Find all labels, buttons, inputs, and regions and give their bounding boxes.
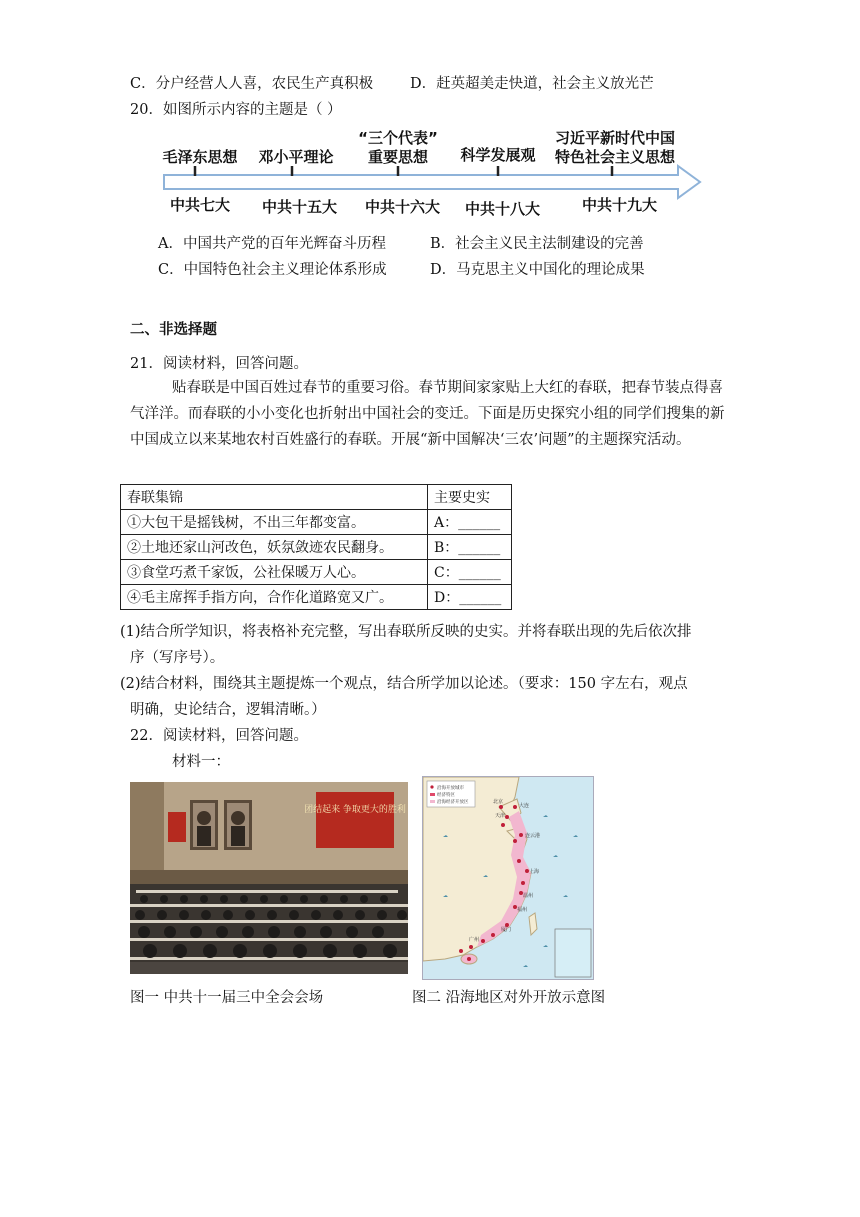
svg-text:厦门: 厦门	[501, 927, 512, 933]
svg-text:温州: 温州	[523, 893, 534, 899]
q20-option-a: A．中国共产党的百年光辉奋斗历程	[158, 236, 386, 252]
q22-material1: 材料一：	[172, 754, 230, 770]
table-cell: ①大包干是摇钱树，不出三年都变富。	[121, 510, 428, 535]
table-cell: ②土地还家山河改色，妖氛敛迹农民翻身。	[121, 535, 428, 560]
q19-option-d: D．赶英超美走快道，社会主义放光芒	[410, 76, 654, 92]
q20-stem: 20．如图所示内容的主题是（ ）	[130, 102, 342, 118]
congress-7: 中共七大	[170, 196, 231, 214]
section-heading: 二、非选择题	[130, 322, 217, 338]
table-cell: ④毛主席挥手指方向，合作化道路宽又广。	[121, 585, 428, 610]
theory-three-represents: “三个代表” 重要思想	[358, 129, 438, 166]
q20-option-d: D．马克思主义中国化的理论成果	[430, 262, 645, 278]
q20-timeline	[150, 126, 710, 222]
table-cell: C：______	[428, 560, 512, 585]
congress-16: 中共十六大	[365, 198, 441, 216]
theory-mao: 毛泽东思想	[162, 148, 238, 166]
coastal-map	[422, 776, 594, 980]
congress-18: 中共十八大	[465, 200, 541, 218]
table-header-row	[121, 485, 512, 510]
q21-sub2-line1: (2)结合材料，围绕其主题提炼一个观点，结合所学加以论述。（要求：150 字左右，观点	[120, 676, 688, 692]
q20-option-c: C．中国特色社会主义理论体系形成	[158, 262, 387, 278]
congress-15: 中共十五大	[262, 198, 338, 216]
svg-text:广州: 广州	[469, 937, 480, 943]
table-header-cell: 主要史实	[428, 485, 512, 510]
q20-option-b: B．社会主义民主法制建设的完善	[430, 236, 644, 252]
q21-stem: 21．阅读材料，回答问题。	[130, 356, 308, 372]
q19-option-c: C．分户经营人人喜，农民生产真积极	[130, 76, 374, 92]
q21-sub1-line1: (1)结合所学知识，将表格补充完整，写出春联所反映的史实。并将春联出现的先后依次排	[120, 624, 692, 640]
q22-stem: 22．阅读材料，回答问题。	[130, 728, 308, 744]
table-cell: B：______	[428, 535, 512, 560]
svg-text:大连: 大连	[519, 803, 530, 809]
caption-figure2: 图二 沿海地区对外开放示意图	[412, 990, 606, 1006]
svg-text:天津: 天津	[495, 813, 506, 819]
svg-text:北京: 北京	[493, 799, 504, 805]
theory-xi: 习近平新时代中国 特色社会主义思想	[554, 129, 675, 166]
svg-text:福州: 福州	[517, 907, 528, 913]
svg-text:上海: 上海	[529, 869, 540, 875]
svg-text:经济特区: 经济特区	[437, 793, 455, 798]
theory-scientific-outlook: 科学发展观	[460, 146, 536, 164]
table-row	[121, 535, 512, 560]
svg-text:沿海开放城市: 沿海开放城市	[437, 786, 464, 791]
table-header-cell: 春联集锦	[121, 485, 428, 510]
table-row	[121, 585, 512, 610]
caption-figure1: 图一 中共十一届三中全会会场	[130, 990, 324, 1006]
q21-sub1-line2: 序（写序号）。	[130, 650, 225, 666]
table-cell: A：______	[428, 510, 512, 535]
svg-text:连云港: 连云港	[525, 833, 541, 839]
table-row	[121, 560, 512, 585]
theory-deng: 邓小平理论	[258, 148, 334, 166]
table-row	[121, 510, 512, 535]
plenum-photo	[130, 782, 408, 974]
svg-text:沿海经济开放区: 沿海经济开放区	[437, 800, 469, 805]
table-cell: D：______	[428, 585, 512, 610]
table-cell: ③食堂巧煮千家饭，公社保暖万人心。	[121, 560, 428, 585]
couplet-table	[120, 484, 512, 610]
q21-sub2-line2: 明确，史论结合，逻辑清晰。）	[130, 702, 326, 718]
banner-text: 团结起来 争取更大的胜利	[304, 805, 406, 815]
congress-19: 中共十九大	[582, 196, 658, 214]
q21-passage: 贴春联是中国百姓过春节的重要习俗。春节期间家家贴上大红的春联，把春节装点得喜气洋洋。而春联的小小变化也折射出中国社会的变迁。下面是历史探究小组的同学们搜集的新中国成立以来某地农村百姓盛行的春联。开展“新中国解决‘三农’问题”的主题探究活动。	[130, 380, 725, 448]
